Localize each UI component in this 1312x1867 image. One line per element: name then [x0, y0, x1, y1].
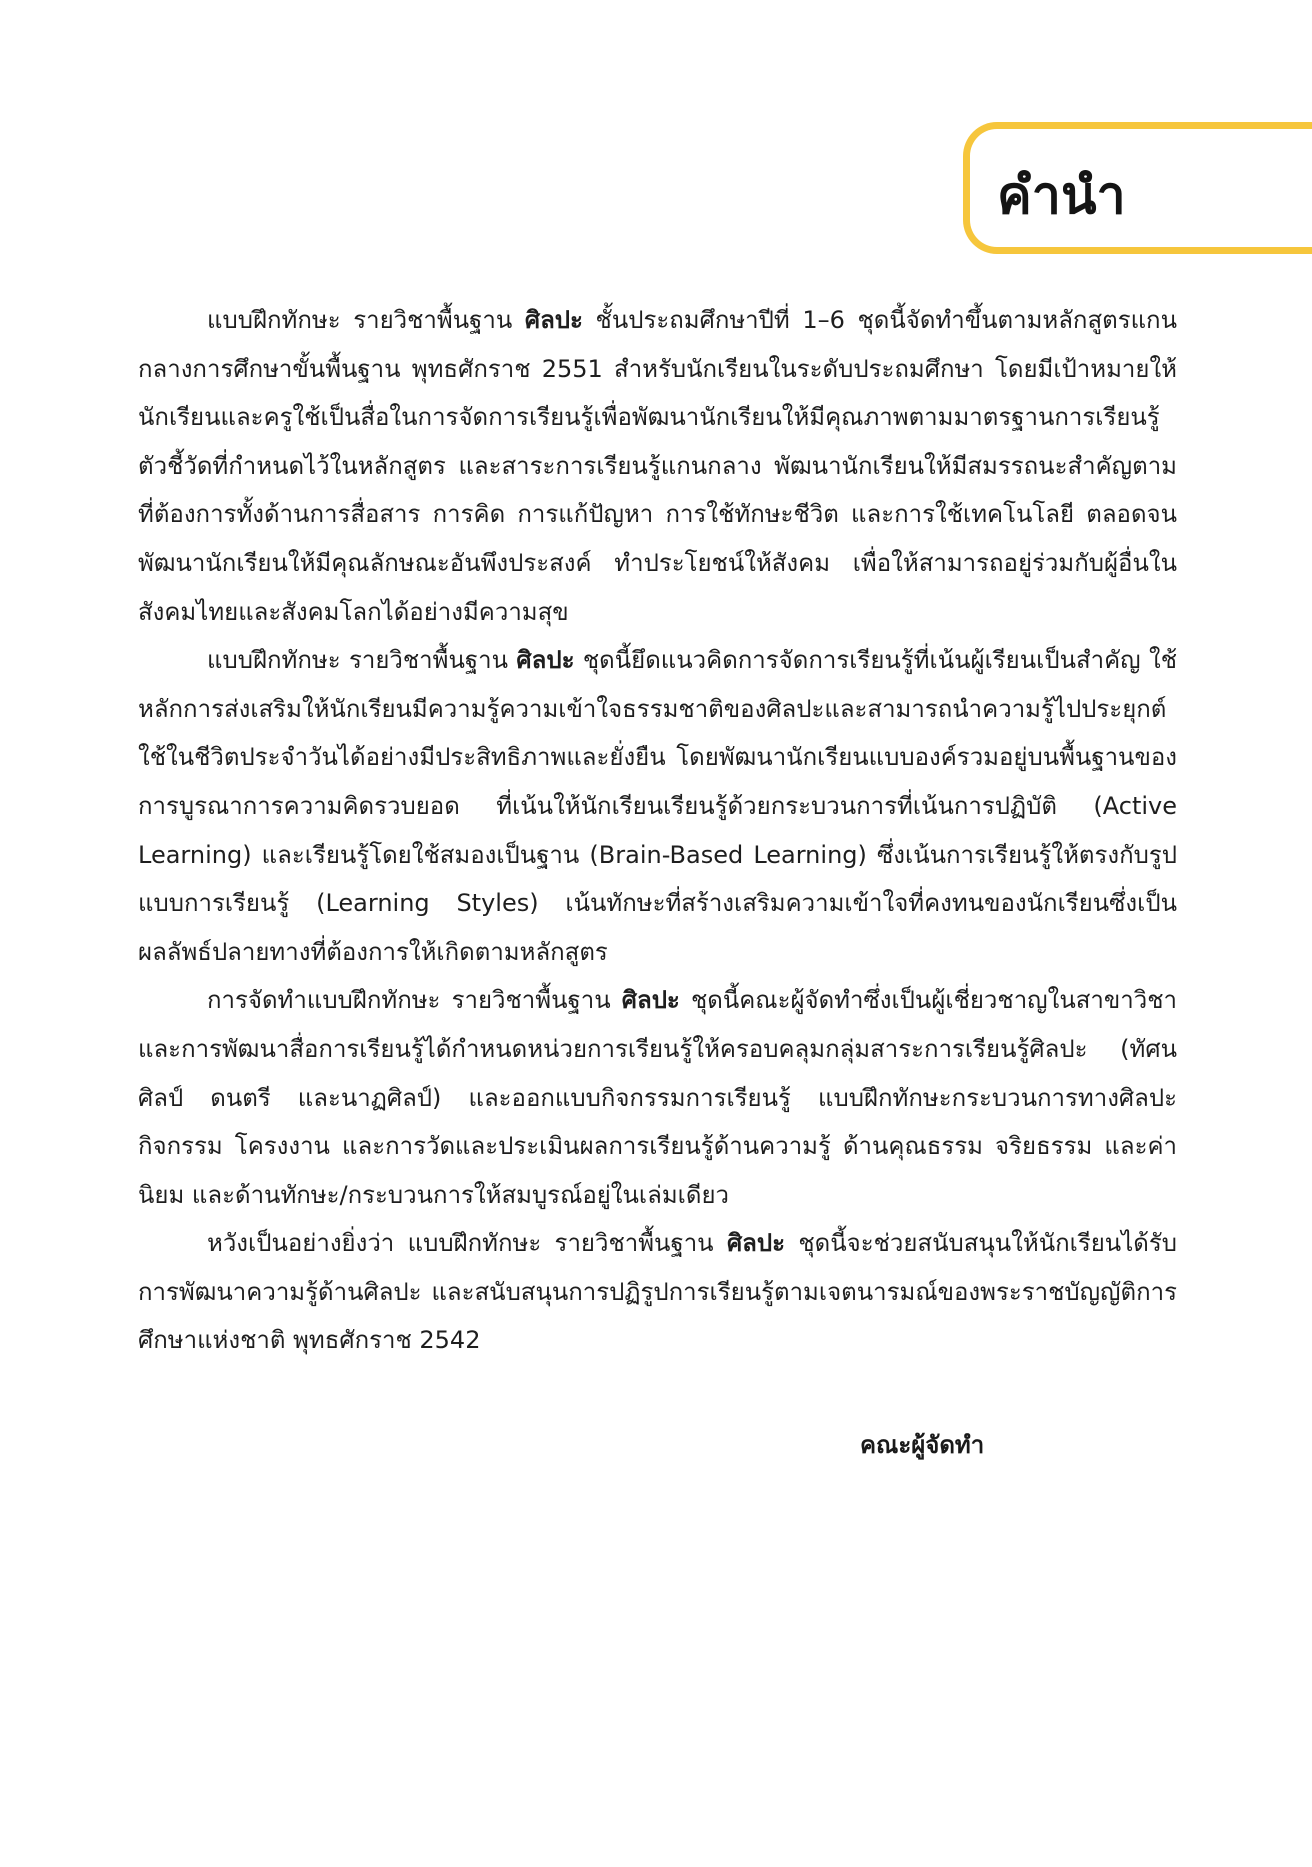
paragraph-2-rest: ชุดนี้ยึดแนวคิดการจัดการเรียนรู้ที่เน้นผู้เรียนเป็นสำคัญ ใช้หลักการส่งเสริมให้นักเรียนมีความรู้ความเข้าใจธรรมชาติของศิลปะและสามารถนำความรู้ไปประยุกต์ใช้ในชีวิตประจำวันได้อย่างมีประสิทธิภาพและยั่งยืน โดยพัฒนานักเรียนแบบองค์รวมอยู่บนพื้นฐานของการบูรณาการความคิดรวบยอด ที่เน้นให้นักเรียนเรียนรู้ด้วยกระบวนการที่เน้นการปฏิบัติ (Active Learning) และเรียนรู้โดยใช้สมองเป็นฐาน (Brain-Based Learning) ซึ่งเน้นการเรียนรู้ให้ตรงกับรูปแบบการเรียนรู้ (Learning Styles) เน้นทักษะที่สร้างเสริมความเข้าใจที่คงทนของนักเรียนซึ่งเป็นผลลัพธ์ปลายทางที่ต้องการให้เกิดตามหลักสูตร [138, 646, 1177, 966]
paragraph-4-lead: หวังเป็นอย่างยิ่งว่า แบบฝึกทักษะ รายวิชาพื้นฐาน [207, 1229, 727, 1258]
preface-body [138, 296, 1177, 1365]
paragraph-3-rest: ชุดนี้คณะผู้จัดทำซึ่งเป็นผู้เชี่ยวชาญในสาขาวิชาและการพัฒนาสื่อการเรียนรู้ได้กำหนดหน่วยการเรียนรู้ให้ครอบคลุมกลุ่มสาระการเรียนรู้ศิลปะ (ทัศนศิลป์ ดนตรี และนาฏศิลป์) และออกแบบกิจกรรมการเรียนรู้ แบบฝึกทักษะกระบวนการทางศิลปะ กิจกรรม โครงงาน และการวัดและประเมินผลการเรียนรู้ด้านความรู้ ด้านคุณธรรม จริยธรรม และค่านิยม และด้านทักษะ/กระบวนการให้สมบูรณ์อยู่ในเล่มเดียว [138, 986, 1178, 1209]
paragraph-3-lead: การจัดทำแบบฝึกทักษะ รายวิชาพื้นฐาน [207, 986, 622, 1015]
page-title: คำนำ [997, 166, 1126, 226]
paragraph-2-lead: แบบฝึกทักษะ รายวิชาพื้นฐาน [207, 646, 517, 675]
paragraph-3-subject: ศิลปะ [621, 986, 680, 1015]
paragraph-1-lead: แบบฝึกทักษะ รายวิชาพื้นฐาน [207, 306, 525, 334]
paragraph-4-subject: ศิลปะ [726, 1229, 786, 1258]
paragraph-2-subject: ศิลปะ [516, 646, 575, 675]
paragraph-4-rest: ชุดนี้จะช่วยสนับสนุนให้นักเรียนได้รับการพัฒนาความรู้ด้านศิลปะ และสนับสนุนการปฏิรูปการเรียนรู้ตามเจตนารมณ์ของพระราชบัญญัติการศึกษาแห่งชาติ พุทธศักราช 2542 [138, 1229, 1177, 1355]
paragraph-3 [138, 976, 1177, 1219]
author-signature: คณะผู้จัดทำ [860, 1431, 985, 1459]
paragraph-2 [138, 636, 1177, 976]
paragraph-1-rest: ชั้นประถมศึกษาปีที่ 1–6 ชุดนี้จัดทำขึ้นตามหลักสูตรแกนกลางการศึกษาขั้นพื้นฐาน พุทธศักราช 2551 สำหรับนักเรียนในระดับประถมศึกษา โดยมีเป้าหมายให้นักเรียนและครูใช้เป็นสื่อในการจัดการเรียนรู้เพื่อพัฒนานักเรียนให้มีคุณภาพตามมาตรฐานการเรียนรู้ ตัวชี้วัดที่กำหนดไว้ในหลักสูตร และสาระการเรียนรู้แกนกลาง พัฒนานักเรียนให้มีสมรรถนะสำคัญตามที่ต้องการทั้งด้านการสื่อสาร การคิด การแก้ปัญหา การใช้ทักษะชีวิต และการใช้เทคโนโลยี ตลอดจนพัฒนานักเรียนให้มีคุณลักษณะอันพึงประสงค์ ทำประโยชน์ให้สังคม เพื่อให้สามารถอยู่ร่วมกับผู้อื่นในสังคมไทยและสังคมโลกได้อย่างมีความสุข [138, 306, 1177, 626]
paragraph-1-subject: ศิลปะ [524, 306, 583, 334]
paragraph-1 [138, 296, 1177, 636]
paragraph-4 [138, 1219, 1177, 1365]
